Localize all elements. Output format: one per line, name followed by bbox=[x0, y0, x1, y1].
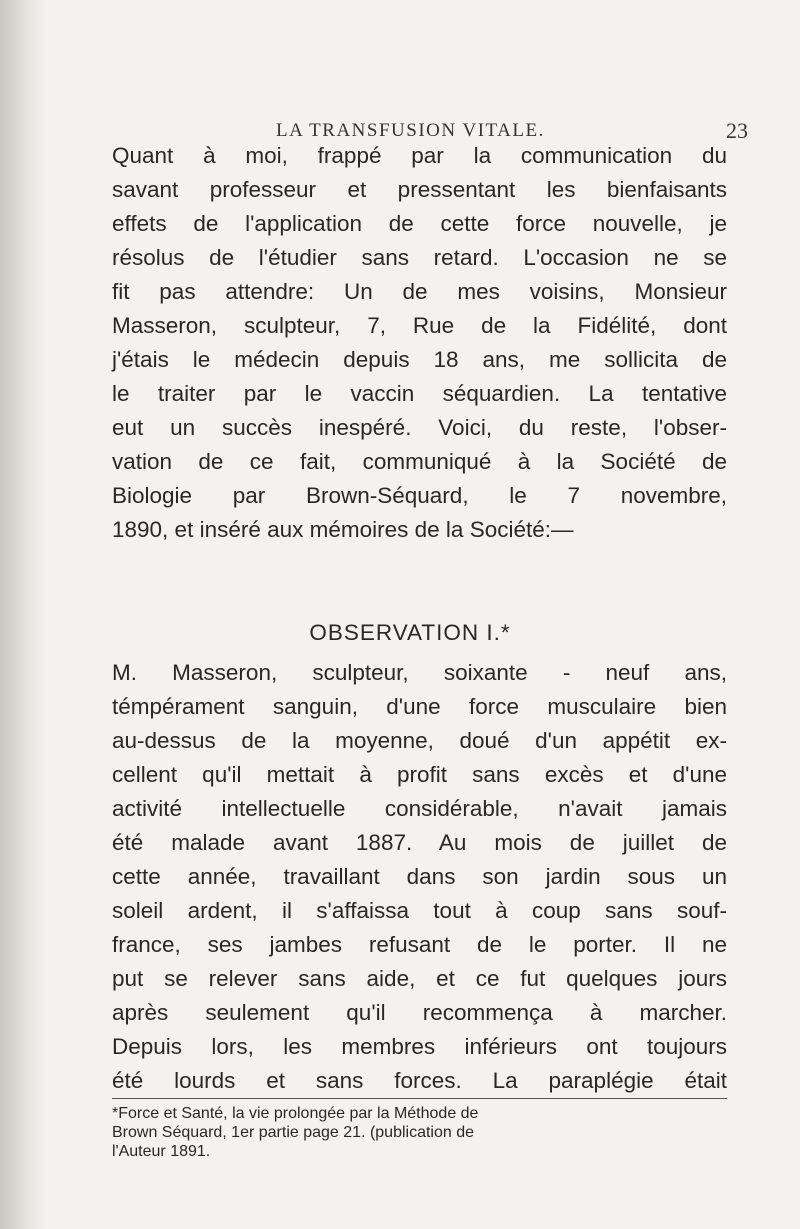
text-line: cellent qu'il mettait à profit sans excès et d'une bbox=[112, 762, 727, 787]
text-line: après seulement qu'il recommença à marcher. bbox=[112, 1000, 727, 1025]
text-line: le traiter par le vaccin séquardien. La tentative bbox=[112, 381, 727, 406]
page-number: 23 bbox=[726, 118, 748, 143]
footnote-rule bbox=[112, 1098, 727, 1099]
footnote-line: *Force et Santé, la vie prolongée par la Méthode de bbox=[112, 1105, 479, 1122]
text-line: Masseron, sculpteur, 7, Rue de la Fidélité, dont bbox=[112, 313, 727, 338]
text-line: eut un succès inespéré. Voici, du reste, l'obser- bbox=[112, 415, 727, 440]
text-line: j'étais le médecin depuis 18 ans, me sollicita de bbox=[112, 347, 727, 372]
text-line: été lourds et sans forces. La paraplégie était bbox=[112, 1068, 727, 1093]
text-line: M. Masseron, sculpteur, soixante - neuf ans, bbox=[112, 660, 727, 685]
text-line: put se relever sans aide, et ce fut quelques jours bbox=[112, 966, 727, 991]
text-line: vation de ce fait, communiqué à la Société de bbox=[112, 449, 727, 474]
observation-heading: OBSERVATION I.* bbox=[309, 620, 511, 645]
footnote-line: Brown Séquard, 1er partie page 21. (publication de bbox=[112, 1124, 475, 1141]
text-line: été malade avant 1887. Au mois de juillet de bbox=[112, 830, 727, 855]
text-line: Quant à moi, frappé par la communication du bbox=[112, 143, 727, 168]
text-line: france, ses jambes refusant de le porter. Il ne bbox=[112, 932, 727, 957]
running-title: LA TRANSFUSION VITALE. bbox=[276, 120, 545, 141]
footnote-line: l'Auteur 1891. bbox=[112, 1143, 211, 1160]
text-line: résolus de l'étudier sans retard. L'occasion ne se bbox=[112, 245, 727, 270]
text-line: Depuis lors, les membres inférieurs ont toujours bbox=[112, 1034, 727, 1059]
text-line: cette année, travaillant dans son jardin sous un bbox=[112, 864, 727, 889]
text-line: au-dessus de la moyenne, doué d'un appétit ex- bbox=[112, 728, 727, 753]
text-line: fit pas attendre: Un de mes voisins, Monsieur bbox=[112, 279, 727, 304]
text-line: savant professeur et pressentant les bienfaisants bbox=[112, 177, 727, 202]
text-line: activité intellectuelle considérable, n'avait jamais bbox=[112, 796, 727, 821]
text-line: 1890, et inséré aux mémoires de la Société:— bbox=[112, 517, 574, 542]
text-line: témpérament sanguin, d'une force musculaire bien bbox=[112, 694, 727, 719]
text-line: soleil ardent, il s'affaissa tout à coup sans souf- bbox=[112, 898, 727, 923]
text-line: effets de l'application de cette force nouvelle, je bbox=[112, 211, 727, 236]
text-line: Biologie par Brown-Séquard, le 7 novembre, bbox=[112, 483, 727, 508]
